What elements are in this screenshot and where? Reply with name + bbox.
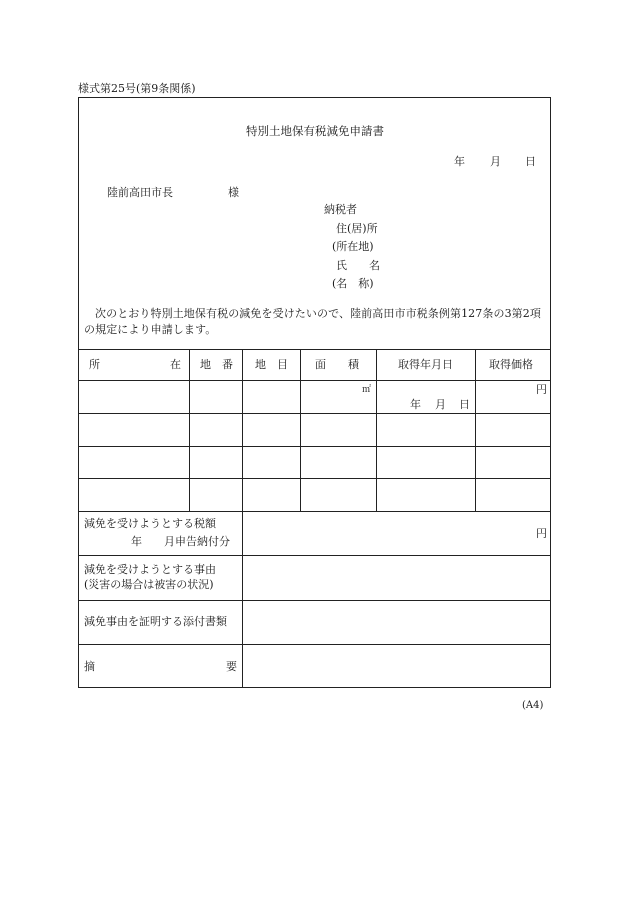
- header-acquisition-date: 取得年月日: [398, 358, 453, 371]
- addressee-honorific: 様: [228, 186, 239, 199]
- header-location: 所: [89, 358, 100, 371]
- taxpayer-name-label: 氏 名: [336, 259, 380, 272]
- tax-amount-unit: 円: [536, 527, 547, 540]
- tax-amount-label: 減免を受けようとする税額: [84, 517, 216, 530]
- acq-year-unit: 年: [410, 398, 421, 411]
- acq-month-unit: 月: [435, 398, 446, 411]
- area-unit: ㎡: [362, 385, 372, 395]
- addressee: 陸前高田市長: [107, 186, 173, 199]
- header-location-2: 在: [170, 358, 181, 371]
- acq-day-unit: 日: [459, 398, 470, 411]
- reason-label: 減免を受けようとする事由: [84, 563, 216, 576]
- taxpayer-label: 納税者: [324, 203, 357, 216]
- remarks-label-1: 摘: [84, 660, 95, 673]
- date-year: 年: [454, 155, 465, 168]
- tax-period-label: 年 月申告納付分: [131, 535, 230, 548]
- paper-size: (A4): [522, 700, 544, 711]
- taxpayer-location-label: (所在地): [332, 240, 374, 253]
- remarks-label-2: 要: [226, 660, 237, 673]
- reason-note: (災害の場合は被害の状況): [84, 578, 214, 591]
- header-acquisition-price: 取得価格: [489, 358, 533, 371]
- date-day: 日: [525, 155, 536, 168]
- attached-documents-label: 減免事由を証明する添付書類: [84, 615, 227, 628]
- header-area: 面 積: [315, 358, 359, 371]
- header-lot-number: 地 番: [200, 358, 233, 371]
- application-statement: 次のとおり特別土地保有税の減免を受けたいので、陸前高田市市税条例第127条の3第2項の規定により申請します。: [84, 307, 541, 336]
- date-month: 月: [490, 155, 501, 168]
- taxpayer-corp-name-label: (名 称): [332, 277, 374, 290]
- form-title: 特別土地保有税減免申請書: [246, 124, 384, 138]
- taxpayer-address-label: 住(居)所: [336, 222, 378, 235]
- header-land-category: 地 目: [255, 358, 288, 371]
- form-number: 様式第25号(第9条関係): [78, 82, 196, 95]
- price-unit: 円: [536, 383, 547, 396]
